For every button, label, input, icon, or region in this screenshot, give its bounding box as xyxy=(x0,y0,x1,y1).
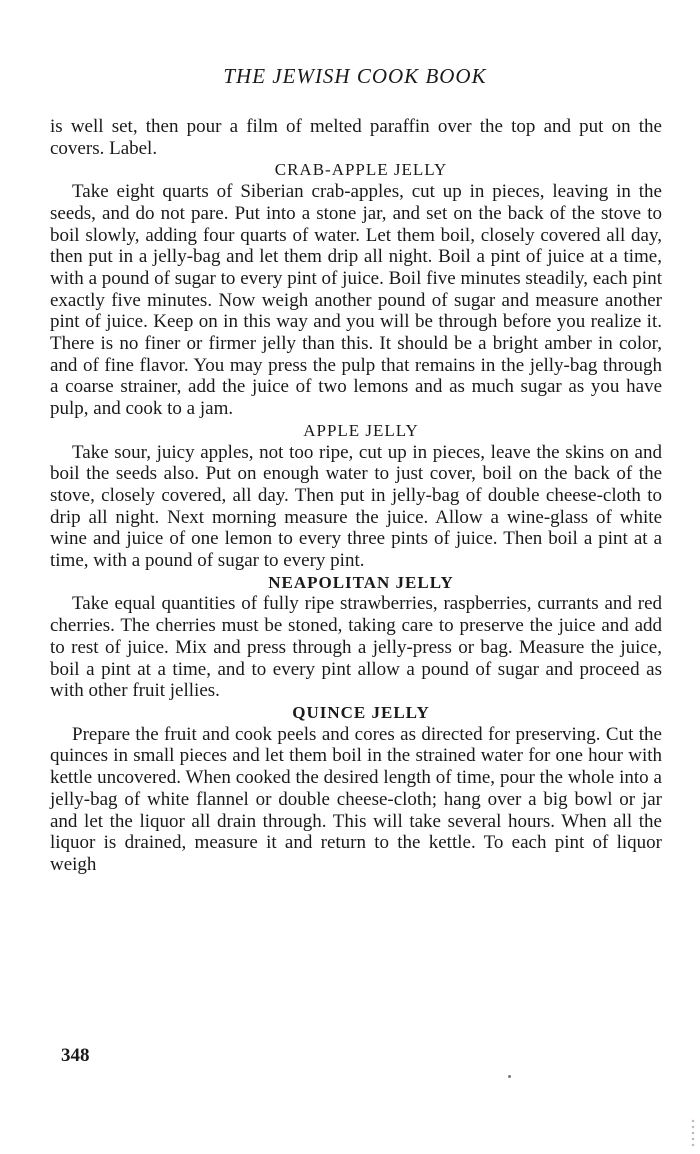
recipe-title-apple-jelly: APPLE JELLY xyxy=(303,420,419,440)
recipe-body-crab-apple-jelly: Take eight quarts of Siberian crab-apples, cut up in pieces, leaving in the seeds, and do not pare. Put into a stone jar, and set on the back of the stove to boil slowly, adding four quarts of water. Let them boil, closely covered all day, then put in a jelly-bag and let them drip all night. Boil a pint of juice at a time, with a pound of sugar to every pint of juice. Boil five minutes steadily, each pint exactly five minutes. Now weigh another pound of sugar and measure another pint of juice. Keep on in this way and you will be through before you realize it. There is no finer or firmer jelly than this. It should be a bright amber in color, and of fine flavor. You may press the pulp that remains in the jelly-bag through a coarse strainer, add the juice of two lemons and as much sugar as you have pulp, and cook to a jam. xyxy=(50,181,662,420)
edge-perforation xyxy=(690,1118,696,1148)
recipe-title-crab-apple-jelly: CRAB-APPLE JELLY xyxy=(274,160,448,180)
running-title: THE JEWISH COOK BOOK xyxy=(223,64,487,88)
recipe-body-quince-jelly: Prepare the fruit and cook peels and cores as directed for preserving. Cut the quinces in small pieces and let them boil in the strained water for one hour with kettle uncovered. When cooked the desired length of time, pour the whole into a jelly-bag of white flannel or double cheese-cloth; hang over a big bowl or jar and let the liquor all drain through. This will take several hours. When all the liquor is drained, measure it and return to the kettle. To each pint of liquor weigh xyxy=(50,723,662,875)
recipe-body-apple-jelly: Take sour, juicy apples, not too ripe, cut up in pieces, leave the skins on and boil the seeds also. Put on enough water to just cover, boil on the back of the stove, closely covered, all day. Then put in jelly-bag of double cheese-cloth to drip all night. Next morning measure the juice. Allow a wine-glass of white wine and juice of one lemon to every three pints of juice. Then boil a pint at a time, with a pound of sugar to every pint. xyxy=(50,441,662,572)
page-body xyxy=(50,116,662,876)
paper-speck xyxy=(508,1075,511,1078)
continued-paragraph: is well set, then pour a film of melted paraffin over the top and put on the covers. Label. xyxy=(50,116,662,159)
recipe-title-neapolitan-jelly: NEAPOLITAN JELLY xyxy=(268,572,454,592)
recipe-title-quince-jelly: QUINCE JELLY xyxy=(292,702,430,722)
recipe-body-neapolitan-jelly: Take equal quantities of fully ripe strawberries, raspberries, currants and red cherries. The cherries must be stoned, taking care to preserve the juice and add to rest of juice. Mix and press through a jelly-press or bag. Measure the juice, boil a pint at a time, and to every pint allow a pound of sugar and proceed as with other fruit jellies. xyxy=(50,593,662,702)
page-number: 348 xyxy=(61,1045,90,1066)
